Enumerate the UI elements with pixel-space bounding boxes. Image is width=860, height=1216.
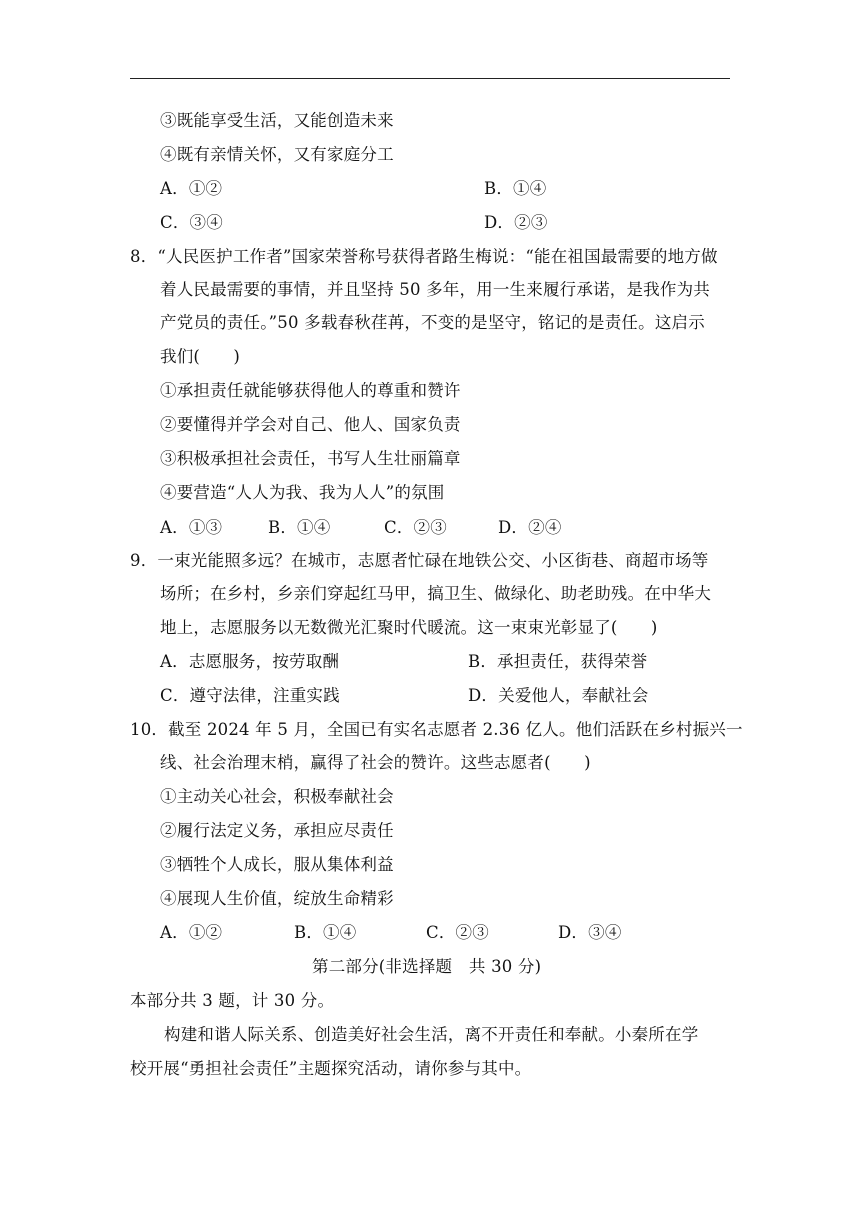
q10-stem-line-1: 10．截至 2024 年 5 月，全国已有实名志愿者 2.36 亿人。他们活跃在乡村振兴一: [130, 720, 743, 739]
q8-statement-2: ②要懂得并学会对自己、他人、国家负责: [160, 415, 461, 434]
q8-statement-3: ③积极承担社会责任，书写人生壮丽篇章: [160, 449, 461, 468]
q8-stem-line-2: 着人民最需要的事情，并且坚持 50 多年，用一生来履行承诺，是我作为共: [160, 280, 710, 299]
q10-option-d[interactable]: D．③④: [558, 923, 622, 942]
q7-statement-4: ④既有亲情关怀，又有家庭分工: [160, 145, 394, 164]
part-two-intro: 本部分共 3 题，计 30 分。: [130, 991, 335, 1010]
q10-stem-line-2: 线、社会治理末梢，赢得了社会的赞许。这些志愿者( ): [160, 753, 591, 772]
q8-stem-line-3: 产党员的责任。”50 多载春秋荏苒，不变的是坚守，铭记的是责任。这启示: [160, 313, 705, 332]
q7-option-b[interactable]: B．①④: [484, 179, 547, 198]
q9-stem-line-3: 地上，志愿服务以无数微光汇聚时代暖流。这一束束光彰显了( ): [160, 618, 658, 637]
q10-option-c[interactable]: C．②③: [426, 923, 489, 942]
q8-stem-line-1: 8．“人民医护工作者”国家荣誉称号获得者路生梅说：“能在祖国最需要的地方做: [130, 247, 718, 266]
q10-statement-4: ④展现人生价值，绽放生命精彩: [160, 889, 394, 908]
q9-stem-line-1: 9．一束光能照多远？在城市，志愿者忙碌在地铁公交、小区街巷、商超市场等: [130, 551, 709, 570]
q7-option-c[interactable]: C．③④: [160, 213, 223, 232]
q9-option-c[interactable]: C．遵守法律，注重实践: [160, 686, 340, 705]
q9-option-d[interactable]: D．关爱他人，奉献社会: [468, 686, 649, 705]
q8-option-c[interactable]: C．②③: [384, 518, 447, 537]
q10-option-a[interactable]: A．①②: [160, 923, 223, 942]
q8-statement-4: ④要营造“人人为我、我为人人”的氛围: [160, 483, 445, 502]
q10-statement-2: ②履行法定义务，承担应尽责任: [160, 821, 394, 840]
q9-stem-line-2: 场所；在乡村，乡亲们穿起红马甲，搞卫生、做绿化、助老助残。在中华大: [160, 584, 712, 603]
q9-option-a[interactable]: A．志愿服务，按劳取酬: [160, 652, 340, 671]
q10-option-b[interactable]: B．①④: [294, 923, 357, 942]
q8-option-a[interactable]: A．①③: [160, 518, 223, 537]
q8-statement-1: ①承担责任就能够获得他人的尊重和赞许: [160, 381, 461, 400]
q7-option-d[interactable]: D．②③: [484, 213, 548, 232]
q8-option-d[interactable]: D．②④: [498, 518, 562, 537]
q8-stem-line-4: 我们( ): [160, 347, 241, 366]
q7-option-a[interactable]: A．①②: [160, 179, 223, 198]
q8-option-b[interactable]: B．①④: [268, 518, 331, 537]
header-rule: [130, 78, 730, 79]
q10-statement-1: ①主动关心社会，积极奉献社会: [160, 787, 394, 806]
part-two-paragraph-line-1: 构建和谐人际关系、创造美好社会生活，离不开责任和奉献。小秦所在学: [164, 1025, 699, 1044]
q10-statement-3: ③牺牲个人成长，服从集体利益: [160, 855, 394, 874]
part-two-paragraph-line-2: 校开展“勇担社会责任”主题探究活动，请你参与其中。: [130, 1059, 532, 1078]
part-two-heading: 第二部分(非选择题 共 30 分): [312, 957, 542, 976]
q7-statement-3: ③既能享受生活，又能创造未来: [160, 111, 394, 130]
q9-option-b[interactable]: B．承担责任，获得荣誉: [468, 652, 648, 671]
